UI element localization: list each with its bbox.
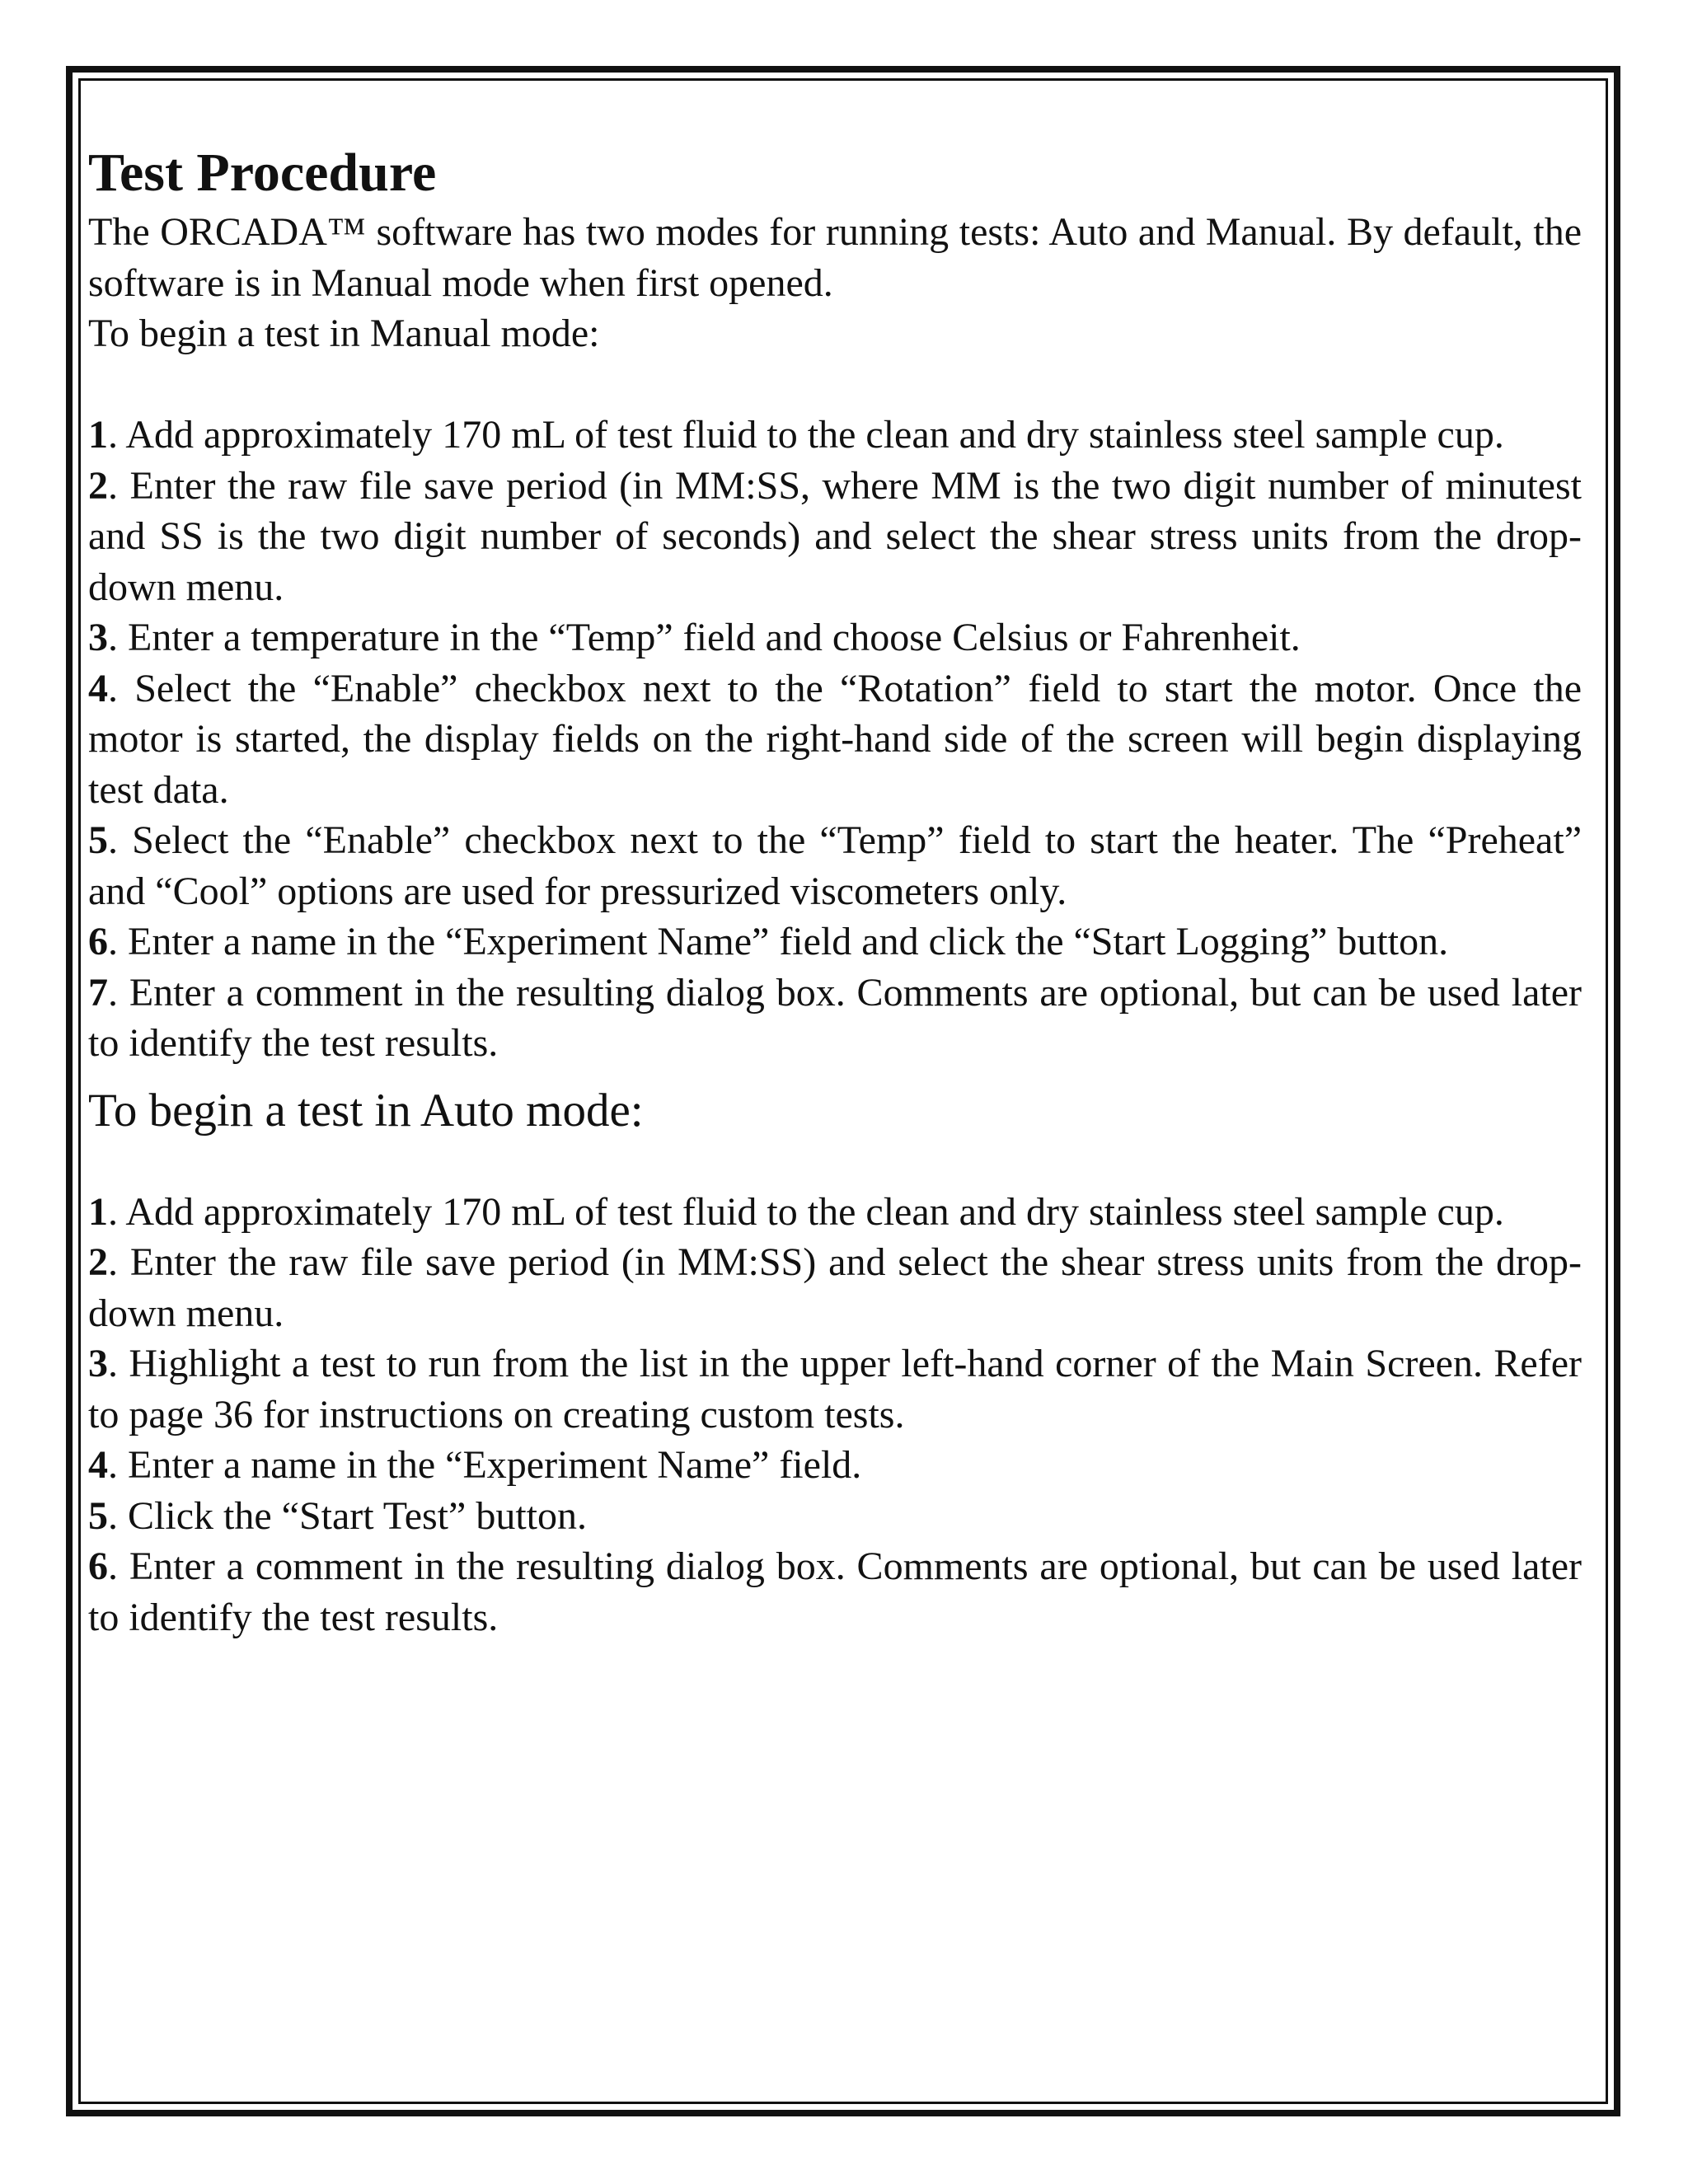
step-text: . Enter the raw file save period (in MM:SS, where MM is the two digit number of minutest and SS is the two digit number of seconds) and select the shear stress units from the drop-down menu. <box>88 463 1582 609</box>
auto-step <box>88 1187 1582 1238</box>
step-text: . Enter a name in the “Experiment Name” field and click the “Start Logging” button. <box>108 920 1449 963</box>
auto-step <box>88 1541 1582 1643</box>
step-number: 7 <box>88 970 108 1015</box>
step-text: . Enter a comment in the resulting dialog box. Comments are optional, but can be used later to identify the test results. <box>88 970 1582 1065</box>
manual-steps-list <box>88 410 1582 1069</box>
auto-step <box>88 1491 1582 1542</box>
step-text: . Select the “Enable” checkbox next to the “Rotation” field to start the motor. Once the motor is started, the display fields on the right-hand side of the screen will begin displaying test data. <box>88 666 1582 812</box>
manual-step <box>88 663 1582 816</box>
step-number: 2 <box>88 1240 108 1284</box>
step-text: . Highlight a test to run from the list in the upper left-hand corner of the Main Screen. Refer to page 36 for instructions on creating custom tests. <box>88 1342 1582 1436</box>
intro-paragraph: The ORCADA™ software has two modes for running tests: Auto and Manual. By default, the software is in Manual mode when first opened. <box>88 210 1582 305</box>
step-text: . Add approximately 170 mL of test fluid to the clean and dry stainless steel sample cup. <box>108 1189 1504 1234</box>
step-text: . Enter the raw file save period (in MM:SS) and select the shear stress units from the drop-down menu. <box>88 1240 1582 1335</box>
step-text: . Click the “Start Test” button. <box>108 1493 587 1538</box>
step-number: 6 <box>88 920 108 963</box>
manual-step <box>88 461 1582 613</box>
auto-mode-heading: To begin a test in Auto mode: <box>88 1084 644 1137</box>
manual-step <box>88 612 1582 663</box>
manual-step <box>88 815 1582 916</box>
auto-step <box>88 1237 1582 1338</box>
step-text: . Select the “Enable” checkbox next to the “Temp” field to start the heater. The “Preheat” and “Cool” options are used for pressurized viscometers only. <box>88 818 1582 913</box>
step-number: 1 <box>88 413 108 457</box>
step-text: . Enter a comment in the resulting dialog box. Comments are optional, but can be used later to identify the test results. <box>88 1544 1582 1639</box>
document-body <box>88 140 1582 1643</box>
auto-step <box>88 1338 1582 1440</box>
step-text: . Add approximately 170 mL of test fluid to the clean and dry stainless steel sample cup. <box>108 413 1504 457</box>
step-number: 5 <box>88 1493 108 1538</box>
spacer <box>88 1140 1582 1187</box>
manual-step <box>88 968 1582 1069</box>
step-number: 4 <box>88 666 108 710</box>
step-number: 1 <box>88 1189 108 1234</box>
step-text: . Enter a temperature in the “Temp” field and choose Celsius or Fahrenheit. <box>108 616 1301 659</box>
step-number: 5 <box>88 818 108 862</box>
spacer <box>88 359 1582 410</box>
manual-mode-lead: To begin a test in Manual mode: <box>88 312 600 355</box>
step-number: 4 <box>88 1443 108 1487</box>
step-text: . Enter a name in the “Experiment Name” field. <box>108 1443 862 1487</box>
step-number: 2 <box>88 463 108 508</box>
page-title: Test Procedure <box>88 143 437 203</box>
step-number: 3 <box>88 616 108 659</box>
step-number: 6 <box>88 1544 108 1588</box>
auto-step <box>88 1440 1582 1491</box>
auto-steps-list <box>88 1187 1582 1643</box>
manual-step <box>88 410 1582 461</box>
manual-step <box>88 916 1582 968</box>
step-number: 3 <box>88 1342 108 1385</box>
